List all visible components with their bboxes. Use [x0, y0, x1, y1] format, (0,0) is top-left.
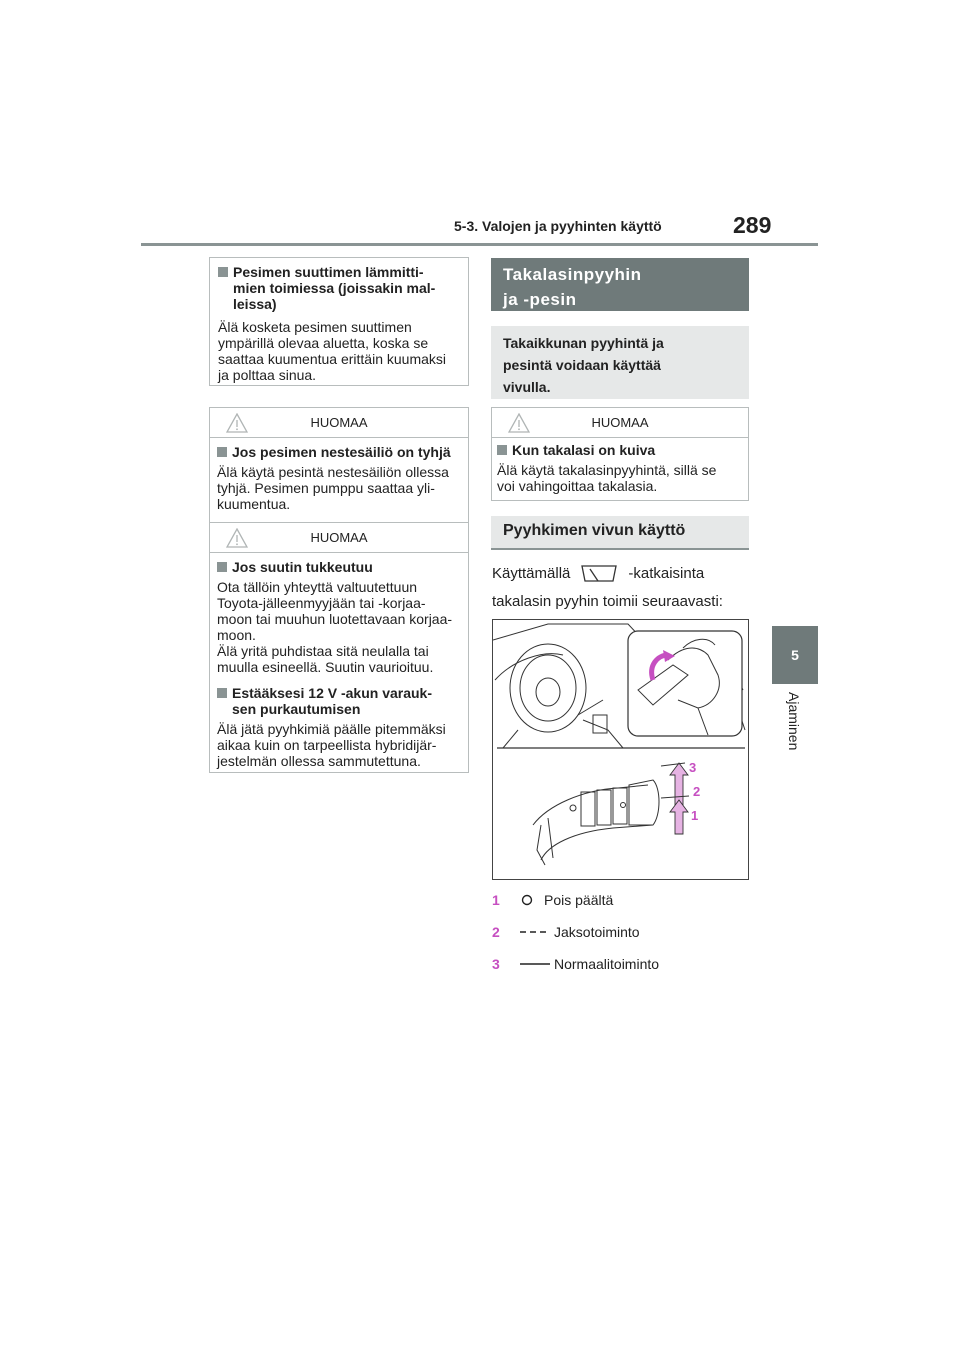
square-bullet-icon	[218, 267, 228, 277]
chapter-tab[interactable]	[772, 626, 818, 684]
notice-header: HUOMAA	[492, 408, 748, 438]
notice-box-washer	[209, 407, 469, 773]
wiper-lever-illustration	[492, 619, 749, 880]
square-bullet-icon	[217, 562, 227, 572]
notice-header: HUOMAA	[210, 523, 468, 553]
notice-box-dry-glass	[491, 407, 749, 501]
dashed-line-icon	[520, 929, 550, 935]
off-circle-icon	[520, 893, 534, 907]
box-text: Ota tällöin yhteyttä valtuutettuun Toyota-jälleenmyyjään tai -korjaa- moon tai muuhun luotettavaan korjaa- moon. Älä yritä puhdistaa sitä neulalla tai muulla esineellä. Suutin vaurioituu.	[217, 579, 453, 675]
section-intro: Takaikkunan pyyhintä ja pesintä voidaan käyttää vivulla.	[491, 326, 749, 399]
header-rule	[141, 243, 818, 246]
legend-item-normal: 3 Normaalitoiminto	[492, 956, 660, 972]
warning-triangle-icon	[508, 413, 530, 433]
legend-item-intermittent: 2 Jaksotoiminto	[492, 924, 640, 940]
box-heading: Pesimen suuttimen lämmitti- mien toimiessa (joissakin mal- leissa)	[218, 264, 460, 312]
subsection-title-lever: Pyyhkimen vivun käyttö	[491, 516, 749, 550]
warning-triangle-icon	[226, 413, 248, 433]
box-text: Älä jätä pyyhkimiä päälle pitemmäksi aikaa kuin on tarpeellista hybridijär- jestelmän ollessa sammutettuna.	[217, 721, 446, 769]
section-title-rear-wiper: Takalasinpyyhin ja -pesin	[491, 258, 749, 311]
warning-box-nozzle-heater	[209, 257, 469, 386]
warning-triangle-icon	[226, 528, 248, 548]
callout-2: 2	[693, 784, 701, 799]
lever-drawing	[493, 620, 748, 879]
box-heading: Kun takalasi on kuiva	[497, 442, 743, 458]
lever-description: Käyttämällä -katkaisinta takalasin pyyhin toimii seuraavasti:	[492, 562, 752, 614]
notice-header: HUOMAA	[210, 408, 468, 438]
page-number: 289	[733, 212, 772, 238]
box-text: Älä käytä takalasinpyyhintä, sillä se voi vahingoittaa takalasia.	[497, 462, 717, 494]
chapter-title: 5-3. Valojen ja pyyhinten käyttö	[454, 218, 662, 234]
square-bullet-icon	[217, 447, 227, 457]
solid-line-icon	[520, 961, 550, 967]
callout-3: 3	[689, 760, 697, 775]
box-heading: Jos pesimen nestesäiliö on tyhjä	[217, 444, 461, 460]
box-heading: Jos suutin tukkeutuu	[217, 559, 461, 575]
callout-1: 1	[691, 808, 699, 823]
legend-item-off: 1 Pois päältä	[492, 892, 614, 908]
box-heading: Estääksesi 12 V -akun varauk- sen purkautumisen	[217, 685, 461, 717]
square-bullet-icon	[217, 688, 227, 698]
box-text: Älä kosketa pesimen suuttimen ympärillä olevaa aluetta, koska se saattaa kuumentua erittäin kuumaksi ja polttaa sinua.	[218, 319, 447, 383]
square-bullet-icon	[497, 445, 507, 455]
chapter-tab-number: 5	[791, 647, 799, 663]
rear-wiper-switch-icon	[576, 562, 622, 586]
chapter-tab-label: Ajaminen	[786, 692, 802, 751]
box-text: Älä käytä pesintä nestesäiliön ollessa tyhjä. Pesimen pumppu saattaa yli- kuumentua.	[217, 464, 449, 512]
